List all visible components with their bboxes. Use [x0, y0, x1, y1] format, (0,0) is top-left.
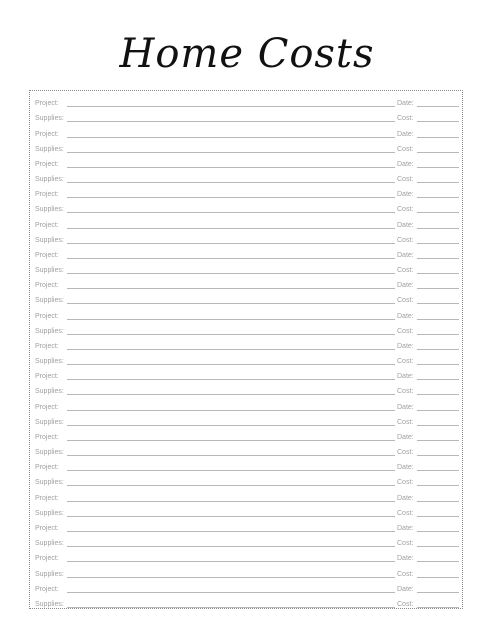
entry-side-label: Cost: — [397, 479, 414, 487]
entry-label: Project: — [35, 494, 59, 502]
entry-side-write-line[interactable] — [417, 485, 459, 486]
entry-write-line[interactable] — [67, 470, 395, 471]
entry-row — [35, 488, 459, 503]
entry-side-write-line[interactable] — [417, 592, 459, 593]
entry-side-write-line[interactable] — [417, 137, 459, 138]
entry-side-write-line[interactable] — [417, 303, 459, 304]
entry-write-line[interactable] — [67, 137, 395, 138]
entry-label: Supplies: — [35, 327, 64, 335]
entry-write-line[interactable] — [67, 303, 395, 304]
entry-write-line[interactable] — [67, 607, 395, 608]
entry-write-line[interactable] — [67, 334, 395, 335]
entry-label: Project: — [35, 403, 59, 411]
entry-side-write-line[interactable] — [417, 516, 459, 517]
entry-write-line[interactable] — [67, 485, 395, 486]
entry-side-label: Date: — [397, 464, 414, 472]
entry-row — [35, 246, 459, 261]
entry-side-label: Cost: — [397, 449, 414, 457]
entry-write-line[interactable] — [67, 394, 395, 395]
entry-list — [35, 94, 459, 610]
entry-side-label: Date: — [397, 130, 414, 138]
entry-side-label: Cost: — [397, 570, 414, 578]
entry-row — [35, 261, 459, 276]
entry-row — [35, 322, 459, 337]
entry-side-label: Date: — [397, 403, 414, 411]
entry-side-write-line[interactable] — [417, 607, 459, 608]
entry-side-label: Date: — [397, 221, 414, 229]
entry-side-write-line[interactable] — [417, 379, 459, 380]
entry-write-line[interactable] — [67, 577, 395, 578]
entry-row — [35, 276, 459, 291]
entry-row — [35, 109, 459, 124]
entry-row — [35, 549, 459, 564]
entry-side-label: Cost: — [397, 206, 414, 214]
entry-side-label: Cost: — [397, 540, 414, 548]
entry-side-write-line[interactable] — [417, 288, 459, 289]
entry-row — [35, 140, 459, 155]
entry-write-line[interactable] — [67, 273, 395, 274]
entry-side-write-line[interactable] — [417, 440, 459, 441]
entry-label: Project: — [35, 585, 59, 593]
entry-side-write-line[interactable] — [417, 258, 459, 259]
entry-side-label: Date: — [397, 160, 414, 168]
entry-side-write-line[interactable] — [417, 425, 459, 426]
entry-side-write-line[interactable] — [417, 455, 459, 456]
entry-side-label: Date: — [397, 191, 414, 199]
entry-row — [35, 337, 459, 352]
entry-row — [35, 504, 459, 519]
entry-side-write-line[interactable] — [417, 501, 459, 502]
entry-label: Supplies: — [35, 145, 64, 153]
entry-write-line[interactable] — [67, 212, 395, 213]
entry-side-label: Cost: — [397, 145, 414, 153]
entry-write-line[interactable] — [67, 258, 395, 259]
entry-label: Supplies: — [35, 600, 64, 608]
entry-write-line[interactable] — [67, 501, 395, 502]
entry-side-label: Date: — [397, 282, 414, 290]
entry-row — [35, 413, 459, 428]
entry-side-write-line[interactable] — [417, 106, 459, 107]
entry-side-label: Date: — [397, 494, 414, 502]
entry-write-line[interactable] — [67, 349, 395, 350]
entry-side-label: Cost: — [397, 388, 414, 396]
entry-label: Project: — [35, 100, 59, 108]
entry-label: Project: — [35, 464, 59, 472]
entry-side-write-line[interactable] — [417, 577, 459, 578]
entry-side-label: Cost: — [397, 327, 414, 335]
entry-write-line[interactable] — [67, 561, 395, 562]
entry-write-line[interactable] — [67, 288, 395, 289]
entry-side-label: Date: — [397, 585, 414, 593]
entry-row — [35, 124, 459, 139]
entry-side-write-line[interactable] — [417, 410, 459, 411]
entry-label: Project: — [35, 555, 59, 563]
entry-side-write-line[interactable] — [417, 197, 459, 198]
entry-row — [35, 291, 459, 306]
entry-row — [35, 580, 459, 595]
entry-side-write-line[interactable] — [417, 531, 459, 532]
entry-side-write-line[interactable] — [417, 243, 459, 244]
entry-write-line[interactable] — [67, 546, 395, 547]
entry-side-write-line[interactable] — [417, 212, 459, 213]
entry-label: Supplies: — [35, 236, 64, 244]
entry-side-write-line[interactable] — [417, 273, 459, 274]
entry-label: Project: — [35, 160, 59, 168]
entry-label: Supplies: — [35, 509, 64, 517]
entry-write-line[interactable] — [67, 592, 395, 593]
entry-write-line[interactable] — [67, 440, 395, 441]
entry-side-label: Date: — [397, 312, 414, 320]
entry-side-write-line[interactable] — [417, 152, 459, 153]
entry-row — [35, 352, 459, 367]
entry-side-write-line[interactable] — [417, 182, 459, 183]
entry-write-line[interactable] — [67, 121, 395, 122]
entry-write-line[interactable] — [67, 425, 395, 426]
entry-label: Project: — [35, 130, 59, 138]
entry-side-write-line[interactable] — [417, 349, 459, 350]
entry-row — [35, 382, 459, 397]
entry-label: Project: — [35, 433, 59, 441]
entry-side-label: Cost: — [397, 358, 414, 366]
entry-side-label: Date: — [397, 373, 414, 381]
entry-row — [35, 397, 459, 412]
entry-side-label: Cost: — [397, 600, 414, 608]
entry-label: Supplies: — [35, 388, 64, 396]
entry-label: Supplies: — [35, 206, 64, 214]
entry-side-label: Cost: — [397, 297, 414, 305]
entry-side-write-line[interactable] — [417, 561, 459, 562]
entry-side-label: Date: — [397, 100, 414, 108]
entry-side-write-line[interactable] — [417, 167, 459, 168]
entry-label: Project: — [35, 191, 59, 199]
entry-side-label: Cost: — [397, 115, 414, 123]
entry-label: Supplies: — [35, 449, 64, 457]
entry-side-write-line[interactable] — [417, 319, 459, 320]
entry-label: Supplies: — [35, 479, 64, 487]
entry-side-write-line[interactable] — [417, 546, 459, 547]
entry-label: Supplies: — [35, 570, 64, 578]
entry-label: Supplies: — [35, 418, 64, 426]
entry-side-write-line[interactable] — [417, 394, 459, 395]
entry-label: Project: — [35, 221, 59, 229]
entry-label: Supplies: — [35, 540, 64, 548]
entry-row — [35, 367, 459, 382]
entry-write-line[interactable] — [67, 152, 395, 153]
entry-side-write-line[interactable] — [417, 364, 459, 365]
entry-label: Project: — [35, 312, 59, 320]
entry-write-line[interactable] — [67, 379, 395, 380]
entry-label: Project: — [35, 342, 59, 350]
entry-label: Project: — [35, 373, 59, 381]
entry-row — [35, 534, 459, 549]
entry-side-label: Cost: — [397, 267, 414, 275]
entry-row — [35, 428, 459, 443]
entry-side-label: Date: — [397, 251, 414, 259]
entry-write-line[interactable] — [67, 364, 395, 365]
entry-side-write-line[interactable] — [417, 228, 459, 229]
entry-row — [35, 306, 459, 321]
entry-write-line[interactable] — [67, 516, 395, 517]
entry-side-label: Cost: — [397, 509, 414, 517]
entry-side-write-line[interactable] — [417, 334, 459, 335]
entry-write-line[interactable] — [67, 410, 395, 411]
entry-row — [35, 443, 459, 458]
entry-side-write-line[interactable] — [417, 470, 459, 471]
entry-row — [35, 155, 459, 170]
entry-row — [35, 231, 459, 246]
entry-write-line[interactable] — [67, 531, 395, 532]
entry-write-line[interactable] — [67, 106, 395, 107]
entry-row — [35, 458, 459, 473]
entry-row — [35, 94, 459, 109]
entry-side-label: Date: — [397, 433, 414, 441]
entry-write-line[interactable] — [67, 228, 395, 229]
entry-write-line[interactable] — [67, 167, 395, 168]
entry-row — [35, 200, 459, 215]
entry-write-line[interactable] — [67, 197, 395, 198]
entry-label: Supplies: — [35, 358, 64, 366]
entry-side-label: Date: — [397, 524, 414, 532]
entry-label: Supplies: — [35, 297, 64, 305]
entry-write-line[interactable] — [67, 182, 395, 183]
entry-side-label: Cost: — [397, 176, 414, 184]
entry-row — [35, 215, 459, 230]
entry-write-line[interactable] — [67, 319, 395, 320]
entry-label: Project: — [35, 524, 59, 532]
entry-side-label: Cost: — [397, 236, 414, 244]
entry-row — [35, 564, 459, 579]
entry-label: Supplies: — [35, 176, 64, 184]
entry-row — [35, 185, 459, 200]
entry-side-label: Date: — [397, 555, 414, 563]
entry-row — [35, 170, 459, 185]
entry-label: Project: — [35, 251, 59, 259]
entry-write-line[interactable] — [67, 243, 395, 244]
entry-side-write-line[interactable] — [417, 121, 459, 122]
entry-row — [35, 519, 459, 534]
entry-side-label: Date: — [397, 342, 414, 350]
page-title: Home Costs — [119, 31, 375, 77]
entry-side-label: Cost: — [397, 418, 414, 426]
entry-label: Supplies: — [35, 115, 64, 123]
entry-label: Supplies: — [35, 267, 64, 275]
entry-row — [35, 595, 459, 610]
entry-label: Project: — [35, 282, 59, 290]
entry-row — [35, 473, 459, 488]
entry-write-line[interactable] — [67, 455, 395, 456]
